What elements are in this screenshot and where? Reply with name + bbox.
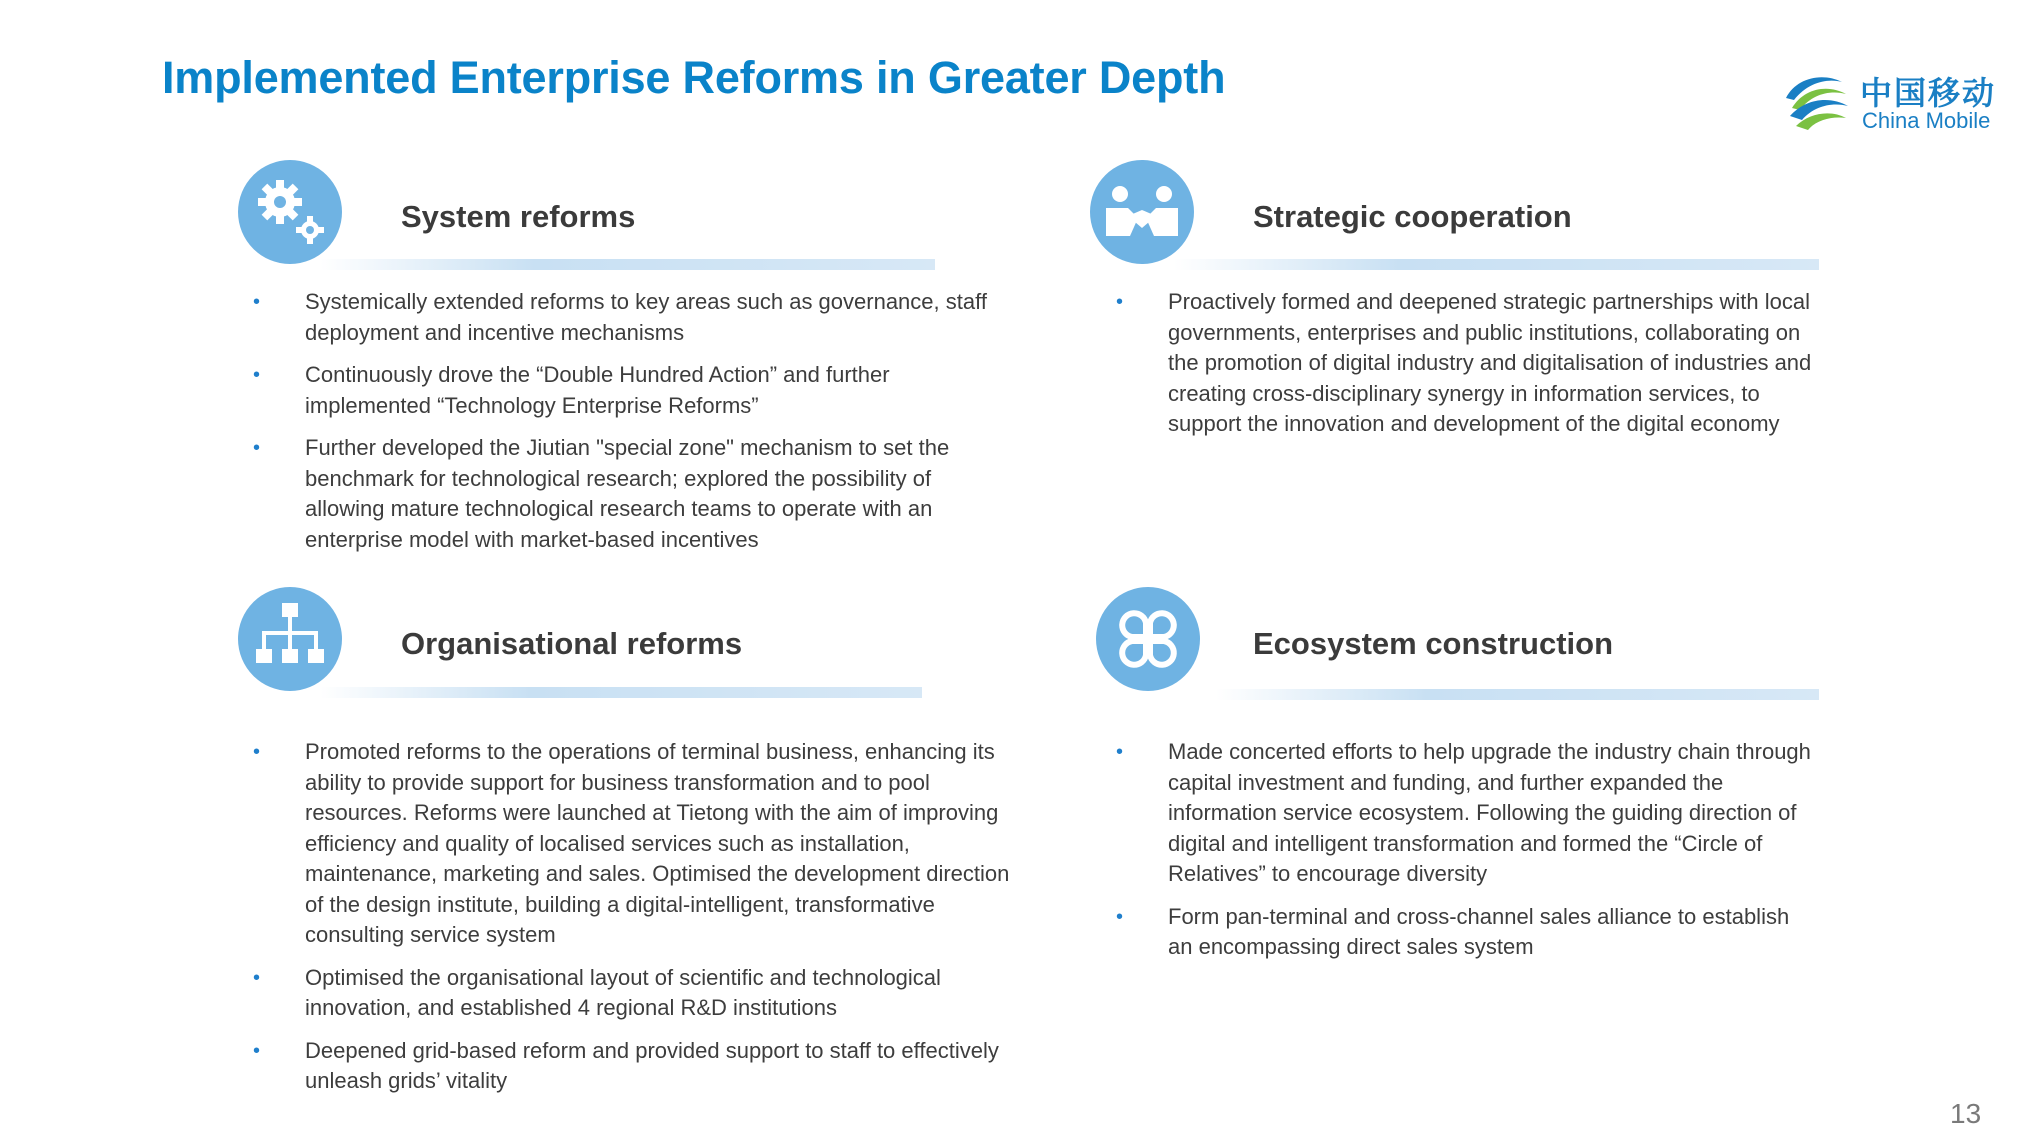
gears-icon (238, 160, 342, 264)
logo-chinese-text: 中国移动 (1860, 74, 1997, 112)
bullet-dot: • (1116, 741, 1124, 763)
bullet-list (253, 287, 1013, 567)
china-mobile-logo-mark-icon (1782, 68, 1852, 134)
list-item: • Proactively formed and deepened strategic partnerships with local governments, enterprises and public institutions, collaborating on the promotion of digital industry and digitalisation of industries and creating cross-disciplinary synergy in information services, to support the innovation and development of the digital economy (1116, 289, 1812, 436)
china-mobile-logo (1782, 64, 1997, 138)
section-heading: Organisational reforms (401, 626, 743, 661)
heading-underline-bar (320, 687, 922, 698)
section-heading: Ecosystem construction (1253, 626, 1614, 661)
bullet-list (253, 737, 1013, 1109)
bullet-dot: • (253, 741, 261, 763)
heading-underline-bar (320, 259, 935, 270)
logo-english-text: China Mobile (1862, 108, 1991, 133)
heading-underline-bar (1174, 259, 1819, 270)
bullet-dot: • (1116, 905, 1124, 928)
list-item: • Systemically extended reforms to key areas such as governance, staff deployment and incentive mechanisms (253, 289, 987, 345)
list-item: • Promoted reforms to the operations of terminal business, enhancing its ability to provide support for business transformation and to pool resources. Reforms were launched at Tietong with the aim of improving efficiency and quality of localised services such as installation, maintenance, marketing and sales. Optimised the development direction of the design institute, building a digital-intelligent, transformative consulting service system (253, 739, 1010, 947)
bullet-dot: • (253, 966, 261, 989)
handshake-icon (1090, 160, 1194, 264)
bullet-dot: • (253, 291, 261, 313)
org-chart-icon (238, 587, 342, 691)
bullet-dot: • (253, 437, 261, 459)
section-heading: Strategic cooperation (1253, 199, 1572, 234)
list-item: • Continuously drove the “Double Hundred Action” and further implemented “Technology Enterprise Reforms” (253, 362, 890, 418)
bullet-dot: • (253, 364, 261, 386)
bullet-dot: • (253, 1039, 261, 1062)
list-item: • Optimised the organisational layout of scientific and technological innovation, and established 4 regional R&D institutions (253, 964, 941, 1020)
bullet-list (1116, 287, 1816, 452)
clover-icon (1096, 587, 1200, 691)
bullet-list (1116, 737, 1816, 975)
list-item: • Made concerted efforts to help upgrade the industry chain through capital investment and funding, and further expanded the information service ecosystem. Following the guiding direction of digital and intelligent transformation and formed the “Circle of Relatives” to encourage diversity (1116, 739, 1811, 886)
list-item: • Form pan-terminal and cross-channel sales alliance to establish an encompassing direct sales system (1116, 903, 1790, 959)
list-item: • Deepened grid-based reform and provided support to staff to effectively unleash grids’ vitality (253, 1037, 999, 1093)
section-heading: System reforms (401, 199, 636, 234)
bullet-dot: • (1116, 291, 1124, 313)
heading-underline-bar (1216, 689, 1819, 700)
list-item: • Further developed the Jiutian "special zone" mechanism to set the benchmark for technological research; explored the possibility of allowing mature technological research teams to operate with an enterprise model with market-based incentives (253, 435, 950, 552)
page-number: 13 (1950, 1098, 1982, 1129)
page-title: Implemented Enterprise Reforms in Greater Depth (162, 52, 1226, 103)
